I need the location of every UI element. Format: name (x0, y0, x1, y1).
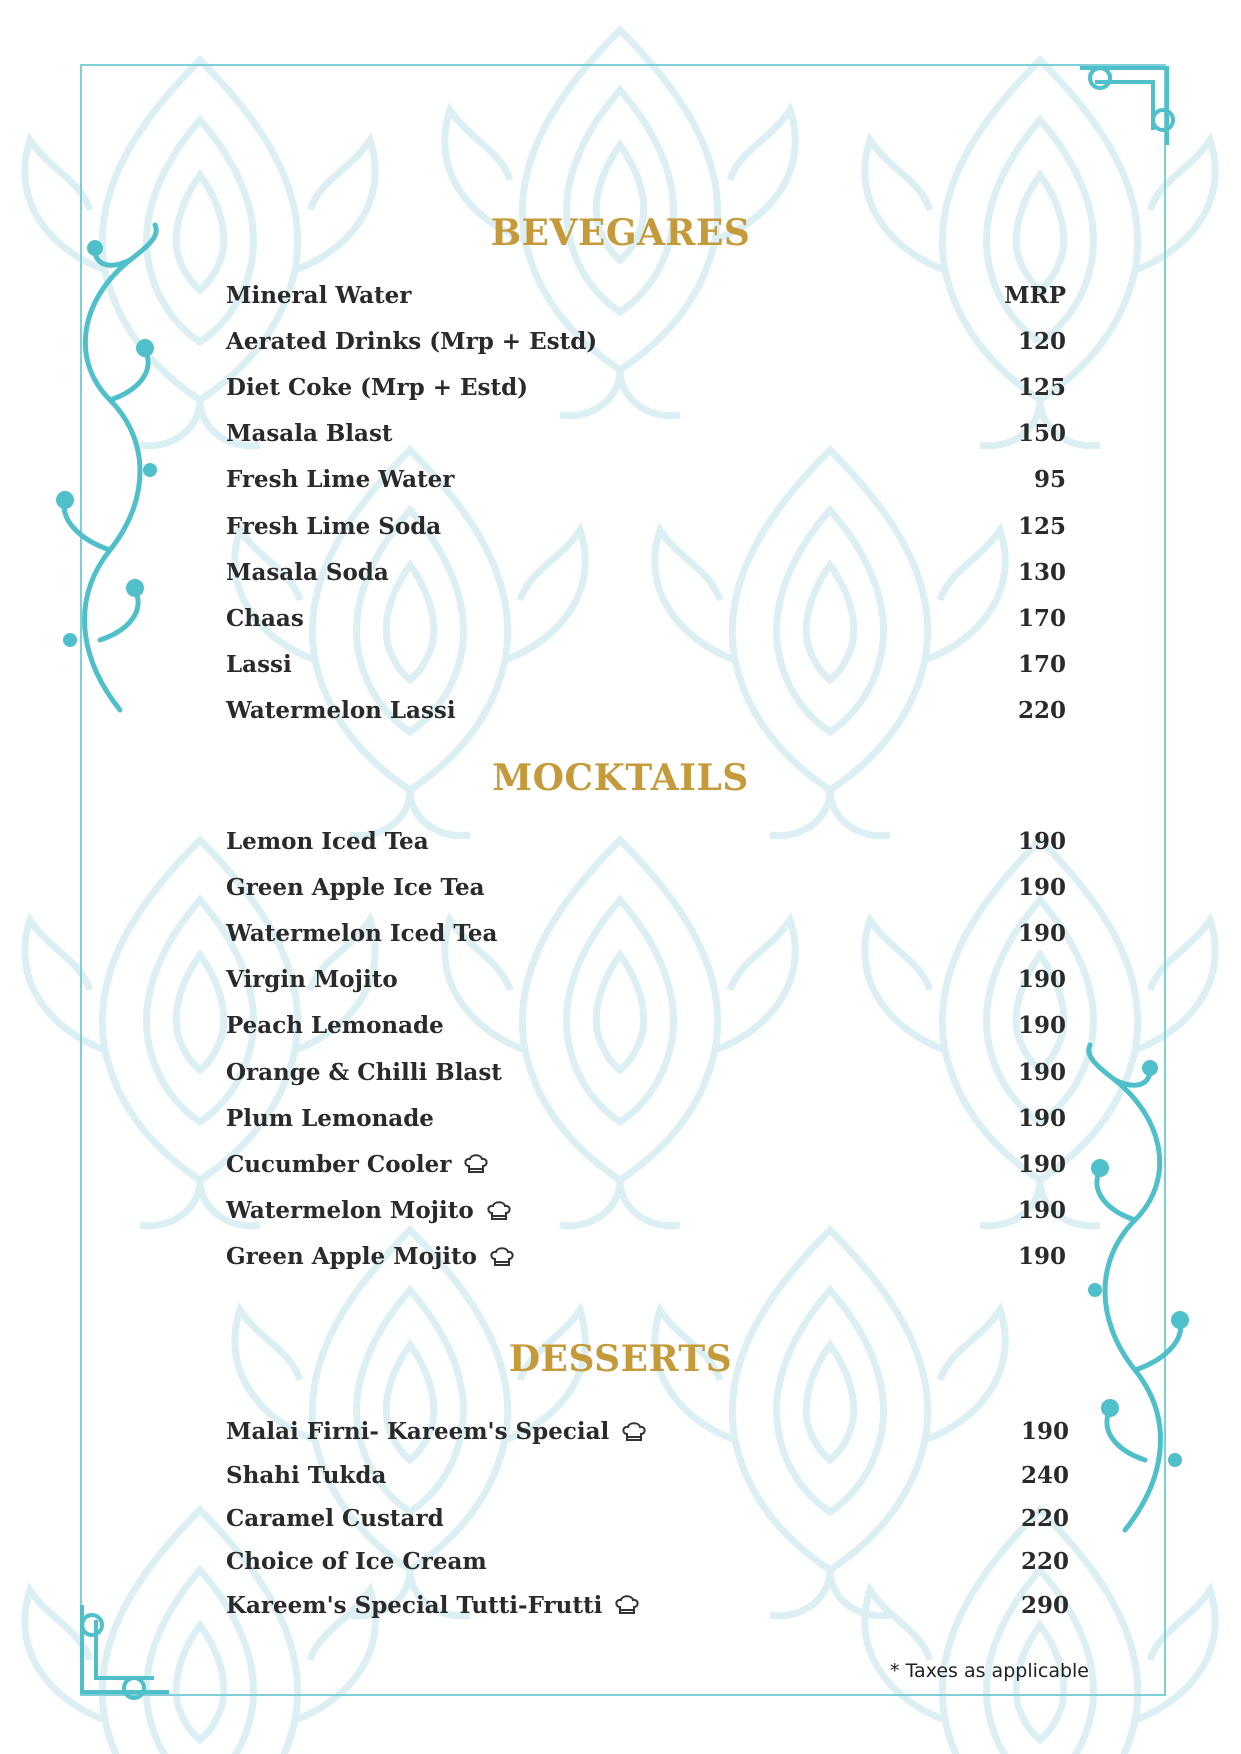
item-name: Masala Soda (226, 558, 389, 586)
menu-item (226, 272, 1066, 318)
menu-item (226, 364, 1066, 410)
item-price: 190 (1017, 1058, 1066, 1086)
item-price: 220 (1020, 1504, 1069, 1532)
menu-list-mocktails (226, 818, 1066, 1280)
item-price: 95 (1033, 466, 1066, 494)
item-name: Chaas (226, 604, 304, 632)
menu-item (226, 1453, 1069, 1496)
item-price: 190 (1020, 1418, 1069, 1446)
section-title-mocktails: MOCKTAILS (492, 757, 749, 799)
item-name: Choice of Ice Cream (226, 1548, 487, 1576)
menu-item (226, 957, 1066, 1003)
item-price: 125 (1017, 373, 1066, 401)
menu-item (226, 1234, 1066, 1280)
menu-item (226, 1095, 1066, 1141)
menu-item (226, 1141, 1066, 1187)
item-price: 220 (1020, 1548, 1069, 1576)
item-price: 220 (1017, 697, 1066, 725)
item-name-wrapper (226, 1243, 515, 1270)
item-price: MRP (1004, 281, 1066, 309)
menu-item (226, 595, 1066, 641)
item-price: 190 (1017, 919, 1066, 947)
item-name: Watermelon Iced Tea (226, 919, 498, 947)
item-price: 240 (1020, 1461, 1069, 1489)
item-name: Green Apple Mojito (226, 1243, 477, 1271)
section-title-beverages: BEVEGARES (490, 212, 751, 254)
item-name: Kareem's Special Tutti-Frutti (226, 1591, 603, 1619)
item-name: Orange & Chilli Blast (226, 1058, 502, 1086)
item-price: 190 (1017, 1012, 1066, 1040)
item-name: Mineral Water (226, 281, 412, 309)
item-name-wrapper (226, 1418, 647, 1445)
menu-item (226, 1497, 1069, 1540)
item-name: Cucumber Cooler (226, 1150, 452, 1178)
item-price: 130 (1017, 558, 1066, 586)
item-price: 190 (1017, 873, 1066, 901)
item-name: Shahi Tukda (226, 1461, 387, 1489)
item-price: 190 (1017, 827, 1066, 855)
item-name: Malai Firni- Kareem's Special (226, 1418, 610, 1446)
chef-hat-icon (621, 1420, 647, 1444)
item-name: Masala Blast (226, 420, 393, 448)
menu-item (226, 1584, 1069, 1627)
item-name: Aerated Drinks (Mrp + Estd) (226, 327, 598, 355)
item-price: 170 (1017, 604, 1066, 632)
item-name: Fresh Lime Soda (226, 512, 442, 540)
menu-item (226, 1003, 1066, 1049)
item-price: 120 (1017, 327, 1066, 355)
item-name: Fresh Lime Water (226, 466, 455, 494)
chef-hat-icon (463, 1152, 489, 1176)
menu-list-beverages (226, 272, 1066, 734)
menu-item (226, 549, 1066, 595)
taxes-footnote: * Taxes as applicable (890, 1660, 1089, 1682)
menu-item (226, 503, 1066, 549)
menu-item (226, 1188, 1066, 1234)
item-price: 290 (1020, 1591, 1069, 1619)
chef-hat-icon (489, 1245, 515, 1269)
menu-item (226, 642, 1066, 688)
chef-hat-icon (614, 1593, 640, 1617)
item-name: Watermelon Mojito (226, 1197, 474, 1225)
item-name: Lassi (226, 651, 292, 679)
item-name: Plum Lemonade (226, 1104, 434, 1132)
item-price: 190 (1017, 1104, 1066, 1132)
item-name-wrapper (226, 1592, 640, 1619)
menu-item (226, 910, 1066, 956)
item-name: Watermelon Lassi (226, 697, 456, 725)
section-title-desserts: DESSERTS (508, 1338, 733, 1380)
menu-item (226, 411, 1066, 457)
menu-item (226, 1540, 1069, 1583)
item-name: Caramel Custard (226, 1504, 444, 1532)
item-name: Peach Lemonade (226, 1012, 444, 1040)
item-price: 150 (1017, 420, 1066, 448)
item-name-wrapper (226, 1197, 512, 1224)
item-price: 190 (1017, 1150, 1066, 1178)
item-name: Diet Coke (Mrp + Estd) (226, 373, 529, 401)
menu-item (226, 1410, 1069, 1453)
chef-hat-icon (486, 1199, 512, 1223)
menu-item (226, 318, 1066, 364)
item-name-wrapper (226, 1151, 489, 1178)
menu-item (226, 457, 1066, 503)
menu-item (226, 1049, 1066, 1095)
item-name: Green Apple Ice Tea (226, 873, 485, 901)
item-price: 190 (1017, 966, 1066, 994)
menu-list-desserts (226, 1410, 1069, 1627)
menu-item (226, 864, 1066, 910)
menu-item (226, 688, 1066, 734)
menu-item (226, 818, 1066, 864)
item-name: Virgin Mojito (226, 966, 398, 994)
item-price: 170 (1017, 651, 1066, 679)
item-price: 190 (1017, 1197, 1066, 1225)
item-name: Lemon Iced Tea (226, 827, 429, 855)
item-price: 125 (1017, 512, 1066, 540)
item-price: 190 (1017, 1243, 1066, 1271)
